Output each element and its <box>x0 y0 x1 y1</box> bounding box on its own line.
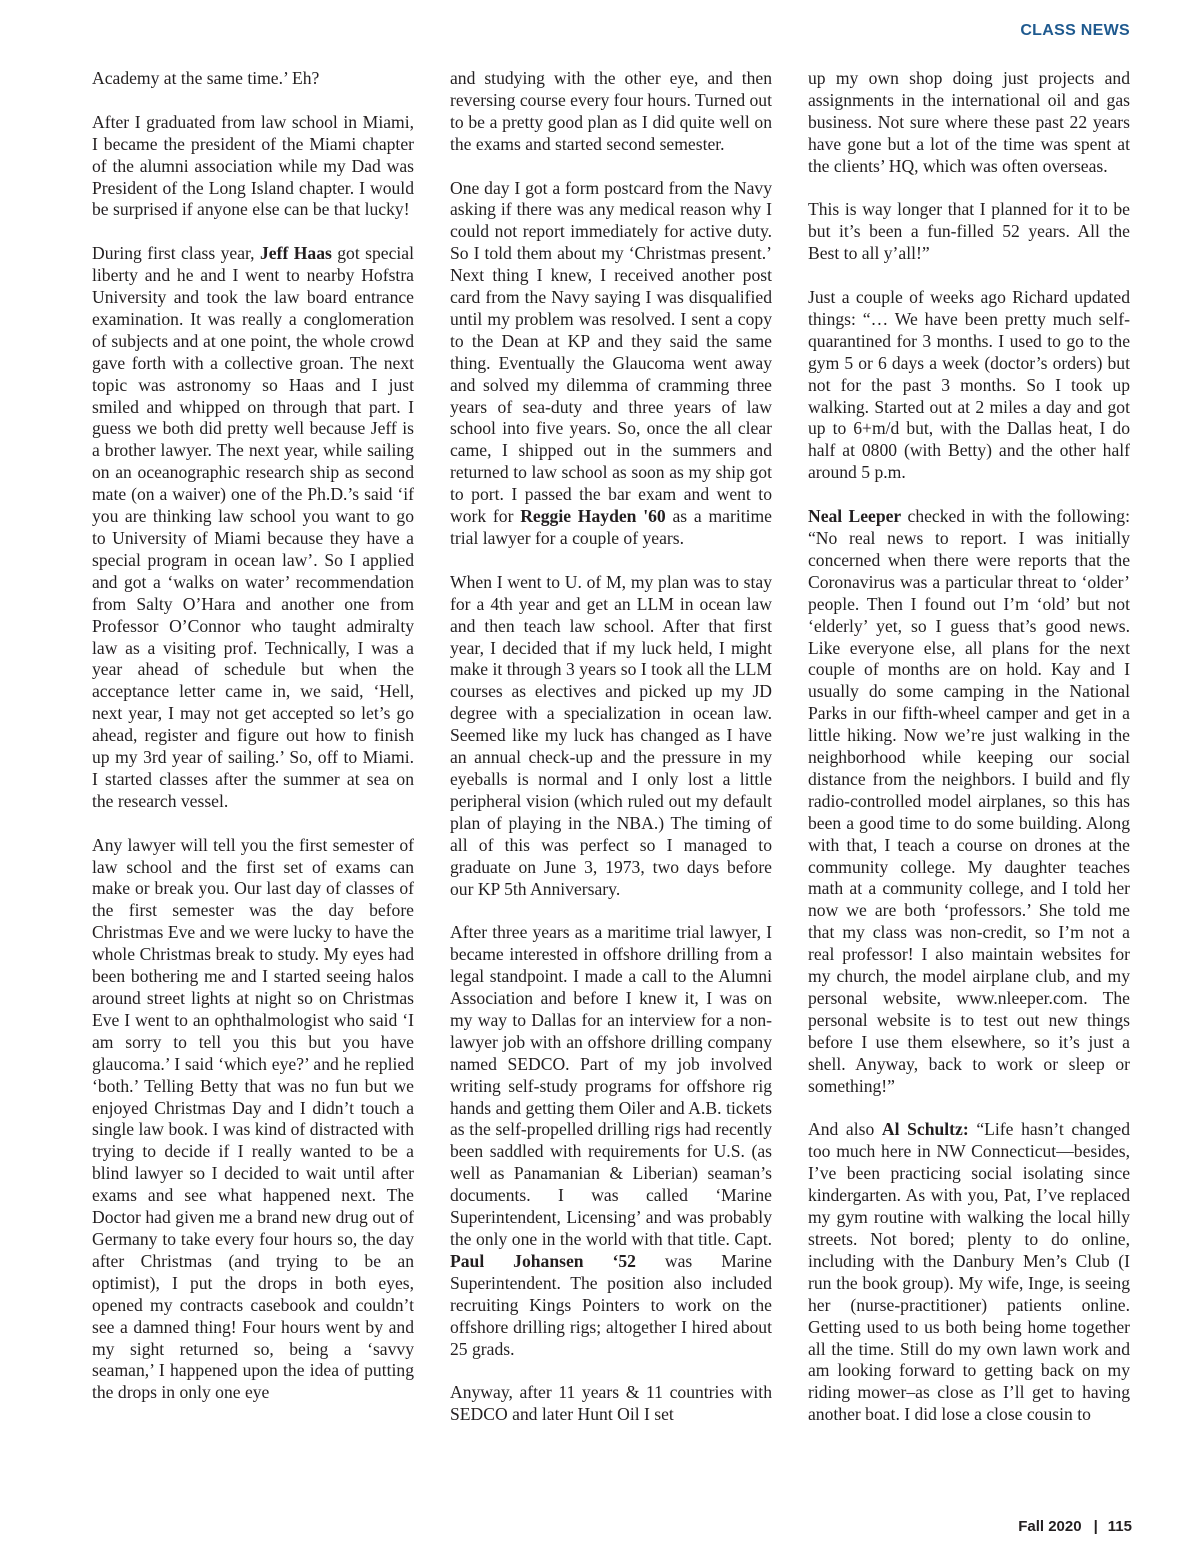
paragraph: After I graduated from law school in Miami, I became the president of the Miami chapter of the alumni association while my Dad was President of the Long Island chapter. I would be surprised if anyone else can be that lucky! <box>92 111 414 220</box>
footer-separator: | <box>1093 1518 1098 1535</box>
paragraph: Academy at the same time.’ Eh? <box>92 68 320 88</box>
paragraph: When I went to U. of M, my plan was to stay for a 4th year and get an LLM in ocean law and then teach law school. After that first year, I decided that if my luck held, I might make it through 3 years so I took all the LLM courses as electives and picked up my JD degree with a specialization in ocean law. Seemed like my luck has changed as I have an annual check-up and the pressure in my eyeballs is normal and I only lost a little peripheral vision (which ruled out my default plan of playing in the NBA.) The timing of all of this was perfect so I managed to graduate on June 3, 1973, two days before our KP 5th Anniversary. <box>450 571 772 899</box>
text-column-2 <box>450 68 772 1426</box>
paragraph-text: as a maritime trial lawyer for a couple of years. <box>450 506 772 549</box>
classmate-name: Paul Johansen ‘52 <box>450 1250 636 1271</box>
paragraph: and studying with the other eye, and then reversing course every four hours. Turned out to be a pretty good plan as I did quite well on the exams and started second semester. <box>450 68 772 154</box>
paragraph: This is way longer that I planned for it to be but it’s been a fun-filled 52 years. All the Best to all y’all!” <box>808 199 1130 264</box>
classmate-name: Al Schultz: <box>881 1119 969 1140</box>
paragraph-text: During first class year, <box>92 243 260 264</box>
issue-label: Fall 2020 <box>1018 1518 1082 1535</box>
classmate-name: Reggie Hayden '60 <box>520 506 666 527</box>
page-footer <box>1018 1518 1132 1535</box>
paragraph <box>92 243 414 813</box>
paragraph-text: One day I got a form postcard from the Navy asking if there was any medical reason why I could not report immediately for active duty. So I told them about my ‘Christmas present.’ Next thing I knew, I received another post card from the Navy saying I was disqualified until my problem was resolved. I sent a copy to the Dean at KP and they said the same thing. Eventually the Glaucoma went away and solved my dilemma of cramming three years of sea-duty and three years of law school into five years. So, once the all clear came, I shipped out in the summers and returned to law school as soon as my ship got to port. I passed the bar exam and went to work for <box>450 177 772 527</box>
paragraph-text: After three years as a maritime trial lawyer, I became interested in offshore drilling from a legal standpoint. I made a call to the Alumni Association and before I knew it, I was on my way to Dallas for an interview for a non-lawyer job with an offshore drilling company named SEDCO. Part of my job involved writing self-study programs for offshore rig hands and getting them Oiler and A.B. tickets as the self-propelled drilling rigs had recently been saddled with requirements for U.S. (as well as Panamanian & Liberian) seaman’s documents. I was called ‘Marine Superintendent, Licensing’ and was probably the only one in the world with that title. Capt. <box>450 922 772 1249</box>
paragraph <box>808 1119 1130 1426</box>
page-number: 115 <box>1107 1518 1132 1535</box>
paragraph <box>450 178 772 550</box>
paragraph: Just a couple of weeks ago Richard updated things: “… We have been pretty much self-quarantined for 3 months. I used to go to the gym 5 or 6 days a week (doctor’s orders) but not for the past 3 months. So I took up walking. Started out at 2 miles a day and got up to 6+m/d but, with the Dallas heat, I do half at 0800 (with Betty) and the other half around 5 p.m. <box>808 287 1130 483</box>
paragraph: Any lawyer will tell you the first semester of law school and the first set of exams can make or break you. Our last day of classes of the first semester was the day before Christmas Eve and we were lucky to have the whole Christmas break to study. My eyes had been bothering me and I started seeing halos around street lights at night so on Christmas Eve I went to an ophthalmologist who said ‘I am sorry to tell you this but you have glaucoma.’ I said ‘which eye?’ and he replied ‘both.’ Telling Betty that was no fun but we enjoyed Christmas Day and I didn’t touch a single law book. I was kind of distracted with trying to decide if I really wanted to be a blind lawyer so I decided to wait until after exams and see what happened next. The Doctor had given me a brand new drug out of Germany to take every four hours so, the day after Christmas (and trying to be an optimist), I put the drops in both eyes, opened my contracts casebook and couldn’t see a damned thing! Four hours went by and my sight returned so, being a ‘savvy seaman,’ I happened upon the idea of putting the drops in only one eye <box>92 834 414 1403</box>
section-header: CLASS NEWS <box>1020 22 1130 39</box>
paragraph <box>808 506 1130 1097</box>
paragraph <box>450 922 772 1360</box>
paragraph-text: was Marine Superintendent. The position also included recruiting Kings Pointers to work on the offshore drilling rigs; altogether I hired about 25 grads. <box>450 1250 772 1359</box>
paragraph-text: And also <box>808 1119 882 1140</box>
paragraph-text: checked in with the following: “No real news to report. I was initially concerned when there were reports that the Coronavirus was a particular threat to ‘older’ people. Then I found out I’m ‘old’ but not ‘elderly’ yet, so I guess that’s good news. Like everyone else, all plans for the next couple of months are on hold. Kay and I usually do some camping in the National Parks in our fifth-wheel camper and get in a little hiking. Now we’re just walking in the neighborhood while keeping our social distance from the neighbors. I build and fly radio-controlled model airplanes, so this has been a good time to do some building. Along with that, I teach a course on drones at the community college. My daughter teaches math at a community college, and I told her now we are both ‘professors.’ She told me that my class was non-credit, so I’m not a real professor! I also maintain websites for my church, the model airplane club, and my personal website, www.nleeper.com. The personal website is to test out new things before I use them elsewhere, so it’s just a shell. Anyway, back to work or sleep or something!” <box>808 506 1130 1096</box>
classmate-name: Jeff Haas <box>259 243 332 264</box>
paragraph: up my own shop doing just projects and assignments in the international oil and gas business. Not sure where these past 22 years have gone but a lot of the time was spent at the clients’ HQ, which was often overseas. <box>808 68 1130 176</box>
paragraph-text: got special liberty and he and I went to nearby Hofstra University and took the law board entrance examination. It was really a conglomeration of subjects and at one point, the whole crowd gave forth with a collective groan. The next topic was astronomy so Haas and I just smiled and whipped on through that part. I guess we both did pretty well because Jeff is a brother lawyer. The next year, while sailing on an oceanographic research ship as second mate (on a waiver) one of the Ph.D.’s said ‘if you are thinking law school you want to go to University of Miami because they have a special program in ocean law’. So I applied and got a ‘walks on water’ recommendation from Salty O’Hara and another one from Professor O’Connor who taught admiralty law as a visiting prof. Technically, I was a year ahead of schedule but when the acceptance letter came in, we said, ‘Hell, next year, I may not get accepted so let’s go ahead, register and figure out how to finish up my 3rd year of sailing.’ So, off to Miami. I started classes after the summer at sea on the research vessel. <box>92 243 414 811</box>
text-column-3 <box>808 68 1130 1426</box>
classmate-name: Neal Leeper <box>808 506 902 527</box>
text-column-1 <box>92 68 414 1404</box>
paragraph: Anyway, after 11 years & 11 countries with SEDCO and later Hunt Oil I set <box>450 1382 772 1425</box>
paragraph-text: “Life hasn’t changed too much here in NW Connecticut—besides, I’ve been practicing social isolating since kindergarten. As with you, Pat, I’ve replaced my gym routine with walking the local hilly streets. Not bored; plenty to do online, including with the Danbury Men’s Club (I run the book group). My wife, Inge, is seeing her (nurse-practitioner) patients online. Getting used to us both being home together all the time. Still do my own lawn work and am looking forward to getting back on my riding mower–as close as I’ll get to having another boat. I did lose a close cousin to <box>808 1119 1131 1425</box>
